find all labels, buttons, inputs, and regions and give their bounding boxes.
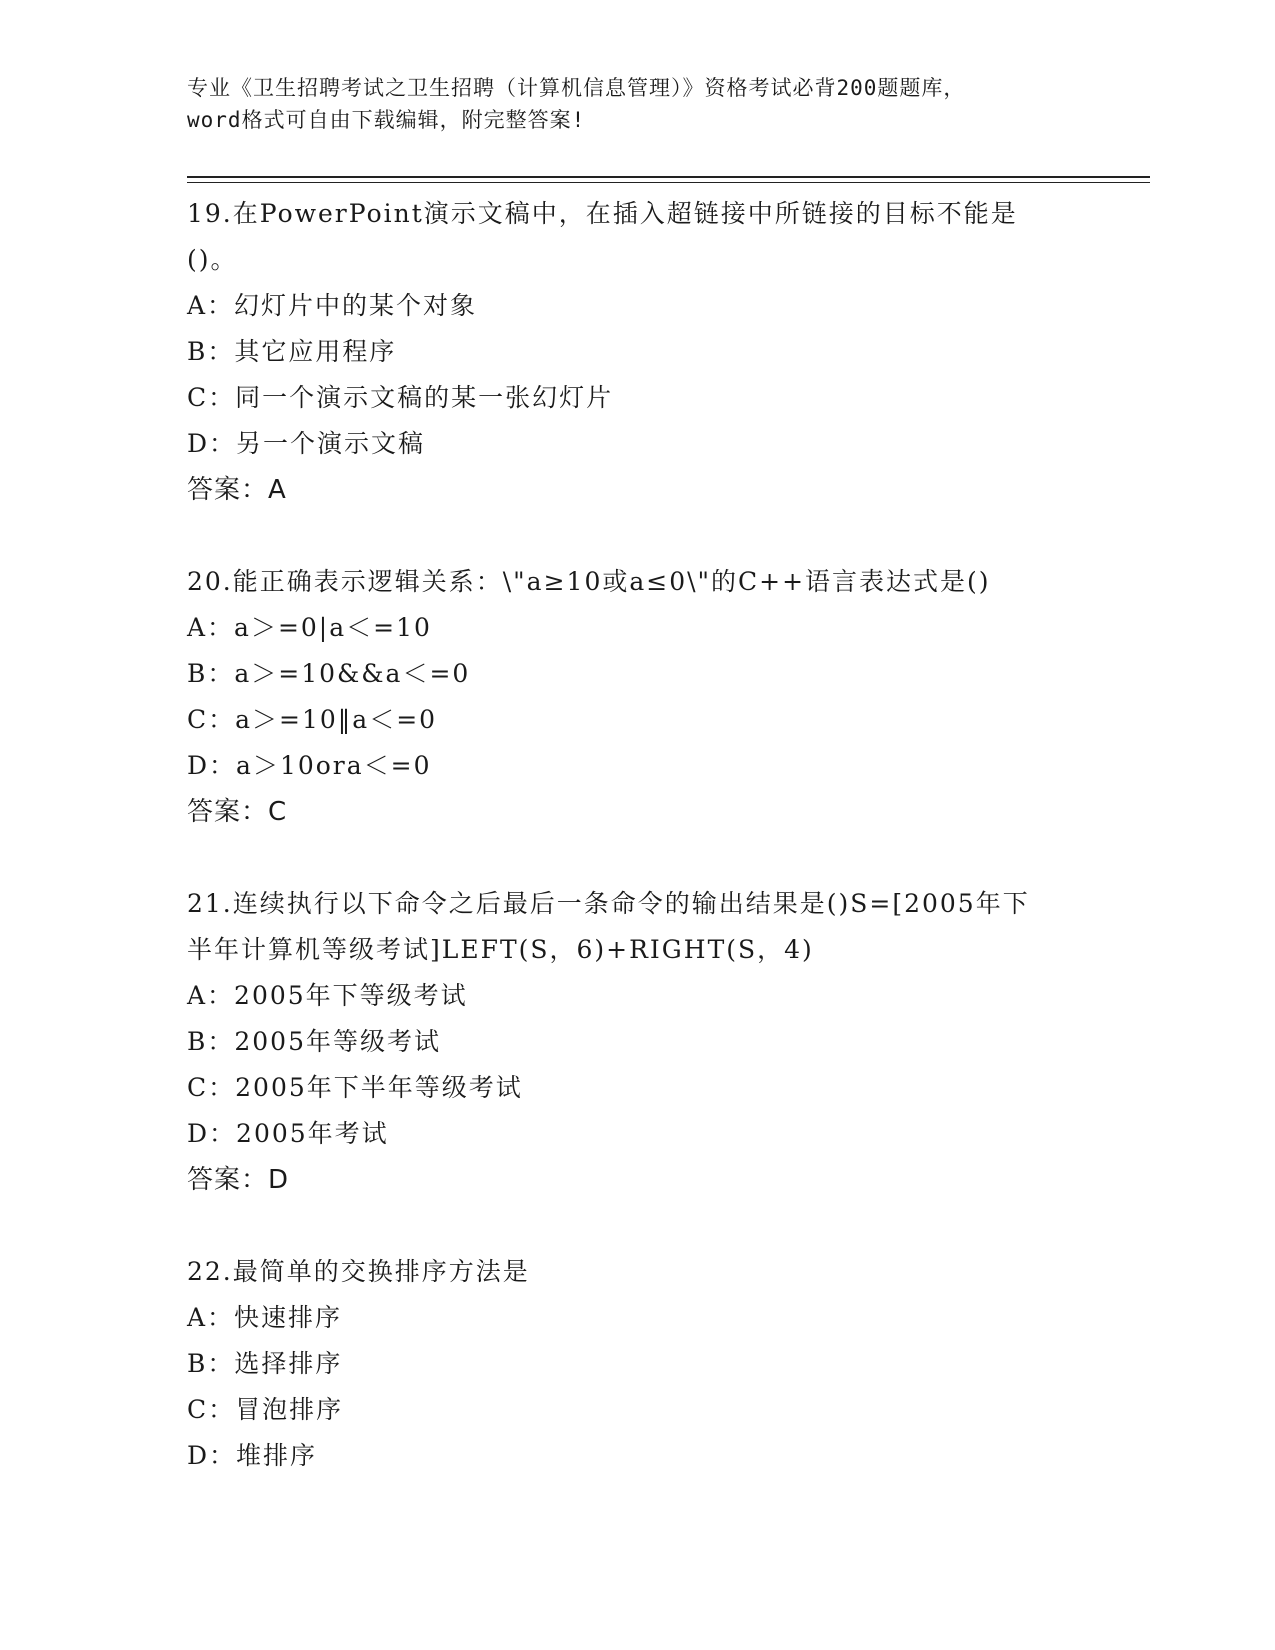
question-21 (187, 881, 1087, 1203)
option-a: A：2005年下等级考试 (187, 981, 468, 1010)
question-stem-continued: 半年计算机等级考试]LEFT(S，6)+RIGHT(S，4) (187, 935, 814, 964)
option-c: C：a＞=10‖a＜=0 (187, 705, 438, 734)
answer: 答案：C (187, 797, 288, 827)
header-line-2: word格式可自由下载编辑，附完整答案! (187, 108, 586, 132)
question-22 (187, 1249, 1087, 1479)
option-d: D：堆排序 (187, 1441, 318, 1470)
option-a: A：幻灯片中的某个对象 (187, 291, 478, 320)
option-c: C：冒泡排序 (187, 1395, 344, 1424)
question-20 (187, 559, 1087, 835)
header-divider-thick (187, 176, 1150, 178)
option-b: B：a＞=10&&a＜=0 (187, 659, 471, 688)
option-d: D：a＞10ora＜=0 (187, 751, 432, 780)
option-d: D：另一个演示文稿 (187, 429, 426, 458)
option-b: B：其它应用程序 (187, 337, 397, 366)
header-divider-thin (187, 182, 1150, 183)
question-stem-continued: ()。 (187, 245, 238, 274)
document-header (187, 72, 1087, 136)
option-c: C：同一个演示文稿的某一张幻灯片 (187, 383, 614, 412)
question-stem: 21.连续执行以下命令之后最后一条命令的输出结果是()S=[2005年下 (187, 889, 1030, 918)
option-a: A：a＞=0|a＜=10 (187, 613, 432, 642)
answer: 答案：A (187, 475, 287, 505)
question-stem: 20.能正确表示逻辑关系：\"a≥10或a≤0\"的C++语言表达式是() (187, 567, 991, 596)
option-b: B：2005年等级考试 (187, 1027, 441, 1056)
question-stem: 19.在PowerPoint演示文稿中，在插入超链接中所链接的目标不能是 (187, 199, 1018, 228)
option-a: A：快速排序 (187, 1303, 343, 1332)
option-c: C：2005年下半年等级考试 (187, 1073, 523, 1102)
option-b: B：选择排序 (187, 1349, 343, 1378)
question-19 (187, 191, 1087, 513)
answer: 答案：D (187, 1165, 290, 1195)
question-stem: 22.最简单的交换排序方法是 (187, 1257, 530, 1286)
option-d: D：2005年考试 (187, 1119, 389, 1148)
question-list (187, 191, 1087, 1525)
header-line-1: 专业《卫生招聘考试之卫生招聘（计算机信息管理）》资格考试必背200题题库， (187, 76, 966, 100)
